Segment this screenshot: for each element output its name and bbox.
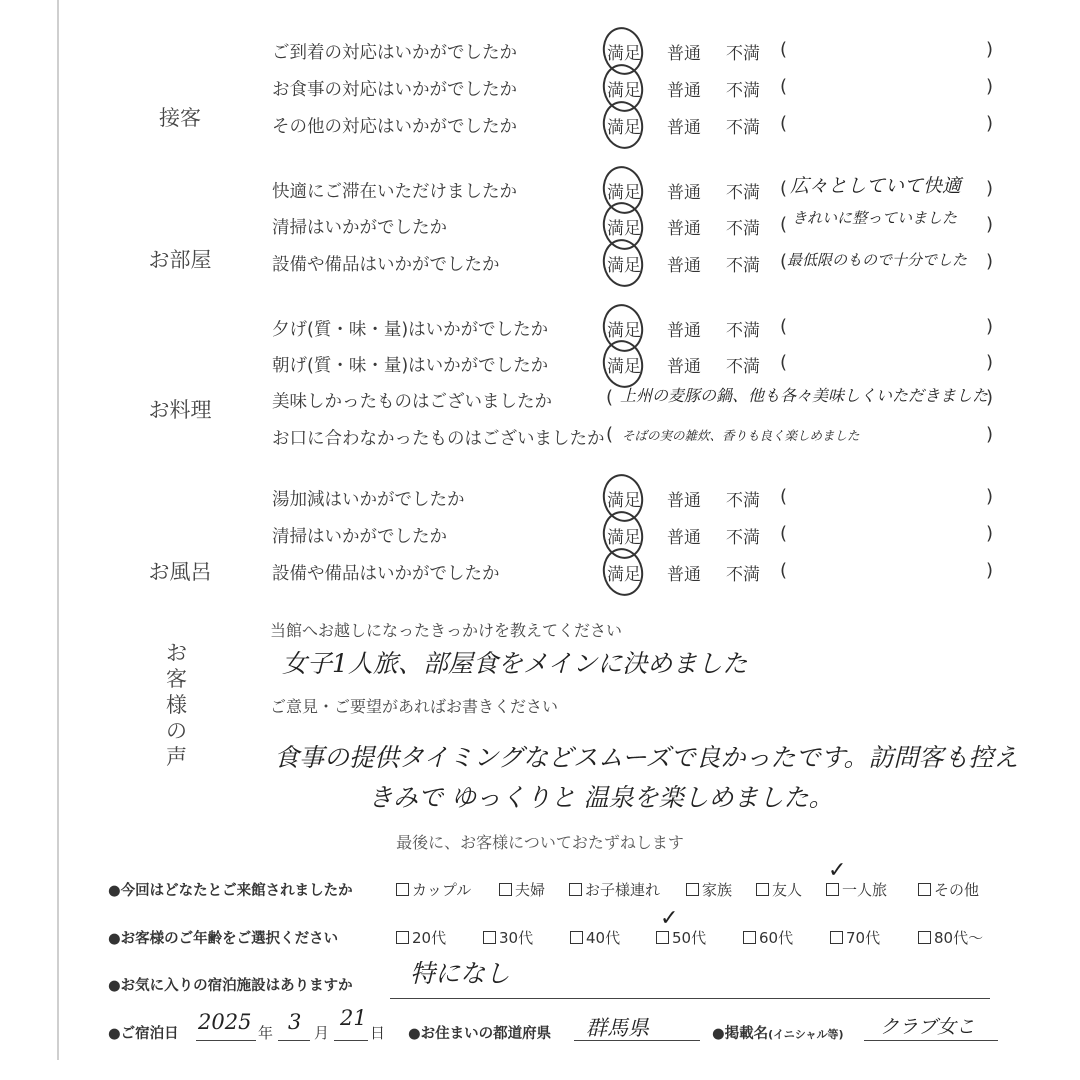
option-satisfied: 満足 <box>607 44 641 64</box>
age-option-label: 70代 <box>846 929 881 947</box>
checkbox-icon[interactable] <box>483 931 496 944</box>
stay-month-unit: 月 <box>314 1024 330 1042</box>
stay-day: 21 <box>340 1006 367 1030</box>
comment-comfort: 広々としていて快適 <box>790 175 962 197</box>
checkbox-icon[interactable] <box>830 931 843 944</box>
checkbox-icon[interactable] <box>743 931 756 944</box>
left-margin-line <box>57 0 59 1060</box>
comment-room-cleaning: きれいに整っていました <box>792 209 958 227</box>
option-satisfied: 満足 <box>607 118 641 138</box>
pen-name-underline <box>864 1040 998 1041</box>
age-option-label: 50代 <box>672 929 707 947</box>
stay-year: 2025 <box>198 1010 252 1034</box>
favorite-answer: 特になし <box>410 959 511 988</box>
option-normal: 普通 <box>667 183 701 203</box>
option-normal: 普通 <box>667 528 701 548</box>
stay-year-underline <box>196 1040 256 1041</box>
paren-open: ( <box>780 352 788 373</box>
paren-open: ( <box>780 251 788 272</box>
paren-close: ) <box>986 486 994 507</box>
companion-option-label: カップル <box>412 881 472 899</box>
age-option[interactable] <box>396 927 446 948</box>
age-option[interactable] <box>830 927 880 948</box>
answer-reason: 女子1人旅、部屋食をメインに決めました <box>282 649 748 678</box>
section-label-reception: 接客 <box>159 106 201 130</box>
voice-label-char-2: 客 <box>166 667 187 691</box>
paren-open-bad: ( <box>606 424 614 445</box>
option-normal: 普通 <box>667 44 701 64</box>
question-other-service: その他の対応はいかがでしたか <box>272 117 517 137</box>
option-dissatisfied: 不満 <box>726 565 760 585</box>
companion-option-label: 一人旅 <box>842 881 888 899</box>
option-normal: 普通 <box>667 118 701 138</box>
option-dissatisfied: 不満 <box>726 357 760 377</box>
paren-close-tasty: ) <box>986 387 994 408</box>
voice-label-char-1: お <box>166 641 187 665</box>
stay-month-underline <box>278 1040 310 1041</box>
paren-close: ) <box>986 251 994 272</box>
closing-text: 最後に、お客様についておたずねします <box>396 833 684 852</box>
paren-close: ) <box>986 352 994 373</box>
companion-option-label: お子様連れ <box>585 881 661 899</box>
checkbox-icon[interactable] <box>570 931 583 944</box>
comment-not-to-taste: そばの実の雑炊、香りも良く楽しめました <box>622 428 860 443</box>
companion-option[interactable] <box>499 879 545 900</box>
option-normal: 普通 <box>667 81 701 101</box>
option-normal: 普通 <box>667 256 701 276</box>
question-dinner: 夕げ(質・味・量)はいかがでしたか <box>272 320 549 340</box>
stay-date-label: ●ご宿泊日 <box>108 1026 179 1042</box>
age-option[interactable] <box>743 927 793 948</box>
companion-option-label: 友人 <box>772 881 803 899</box>
question-not-to-taste: お口に合わなかったものはございましたか <box>272 429 605 449</box>
option-normal: 普通 <box>667 219 701 239</box>
voice-label-char-3: 様 <box>166 693 187 717</box>
option-normal: 普通 <box>667 321 701 341</box>
companion-option[interactable] <box>396 879 471 900</box>
option-satisfied: 満足 <box>607 491 641 511</box>
question-bath-temperature: 湯加減はいかがでしたか <box>272 490 465 510</box>
companion-option[interactable] <box>569 879 660 900</box>
question-breakfast: 朝げ(質・味・量)はいかがでしたか <box>272 356 549 376</box>
age-option[interactable] <box>918 927 983 948</box>
age-option[interactable] <box>483 927 533 948</box>
question-room-facilities: 設備や備品はいかがでしたか <box>272 255 500 275</box>
prompt-reason: 当館へお越しになったきっかけを教えてください <box>270 621 623 640</box>
paren-close: ) <box>986 560 994 581</box>
paren-open: ( <box>780 39 788 60</box>
checkbox-icon[interactable] <box>499 883 512 896</box>
age-label: ●お客様のご年齢をご選択ください <box>108 931 339 947</box>
option-dissatisfied: 不満 <box>726 528 760 548</box>
option-satisfied: 満足 <box>607 565 641 585</box>
paren-close: ) <box>986 178 994 199</box>
comment-tasty: 上州の麦豚の鍋、他も各々美味しくいただきました <box>620 386 989 405</box>
option-satisfied: 満足 <box>607 321 641 341</box>
companion-option[interactable] <box>918 879 979 900</box>
age-option-label: 30代 <box>499 929 534 947</box>
question-tasty: 美味しかったものはございましたか <box>272 392 552 412</box>
option-satisfied: 満足 <box>607 183 641 203</box>
checkbox-icon[interactable] <box>396 883 409 896</box>
option-normal: 普通 <box>667 491 701 511</box>
option-dissatisfied: 不満 <box>726 491 760 511</box>
age-option-label: 40代 <box>586 929 621 947</box>
checkbox-icon[interactable] <box>656 931 669 944</box>
paren-close: ) <box>986 113 994 134</box>
paren-close: ) <box>986 76 994 97</box>
paren-open: ( <box>780 486 788 507</box>
age-check-mark: ✓ <box>660 906 679 931</box>
stay-month: 3 <box>288 1010 302 1034</box>
prefecture-answer: 群馬県 <box>586 1016 649 1040</box>
option-dissatisfied: 不満 <box>726 183 760 203</box>
stay-day-underline <box>334 1040 368 1041</box>
option-dissatisfied: 不満 <box>726 44 760 64</box>
question-bath-facilities: 設備や備品はいかがでしたか <box>272 564 500 584</box>
answer-opinion-line-1: 食事の提供タイミングなどスムーズで良かったです。訪問客も控え <box>274 743 1019 772</box>
prompt-opinion: ご意見・ご要望があればお書きください <box>270 697 559 716</box>
prefecture-label: ●お住まいの都道府県 <box>408 1026 552 1042</box>
paren-close: ) <box>986 523 994 544</box>
selected-rating-circle <box>598 544 647 599</box>
checkbox-icon[interactable] <box>918 883 931 896</box>
paren-open-tasty: ( <box>606 387 614 408</box>
age-option-label: 60代 <box>759 929 794 947</box>
option-normal: 普通 <box>667 565 701 585</box>
age-option[interactable] <box>570 927 620 948</box>
voice-label-char-4: の <box>166 719 187 743</box>
paren-open: ( <box>780 316 788 337</box>
checkbox-icon[interactable] <box>918 931 931 944</box>
paren-open: ( <box>780 560 788 581</box>
question-comfort: 快適にご滞在いただけましたか <box>272 182 517 202</box>
age-option-label: 20代 <box>412 929 447 947</box>
option-dissatisfied: 不満 <box>726 219 760 239</box>
companion-option[interactable] <box>686 879 732 900</box>
favorite-underline <box>390 998 990 999</box>
paren-open: ( <box>780 76 788 97</box>
question-bath-cleaning: 清掃はいかがでしたか <box>272 527 447 547</box>
paren-open: ( <box>780 523 788 544</box>
option-satisfied: 満足 <box>607 357 641 377</box>
option-dissatisfied: 不満 <box>726 81 760 101</box>
checkbox-icon[interactable] <box>686 883 699 896</box>
checkbox-icon[interactable] <box>396 931 409 944</box>
pen-name-answer: クラブ女こ <box>880 1016 976 1038</box>
favorite-label: ●お気に入りの宿泊施設はありますか <box>108 978 353 994</box>
voice-label-char-5: 声 <box>166 745 187 769</box>
option-satisfied: 満足 <box>607 81 641 101</box>
stay-day-unit: 日 <box>370 1024 386 1042</box>
question-room-cleaning: 清掃はいかがでしたか <box>272 218 447 238</box>
section-label-food: お料理 <box>148 398 212 422</box>
companion-option-label: その他 <box>934 881 980 899</box>
selected-rating-circle <box>598 235 647 290</box>
paren-close-bad: ) <box>986 424 994 445</box>
paren-close: ) <box>986 39 994 60</box>
stay-year-unit: 年 <box>258 1024 274 1042</box>
age-option-label: 80代〜 <box>934 929 984 947</box>
paren-open: ( <box>780 214 788 235</box>
companion-option-label: 夫婦 <box>515 881 546 899</box>
prefecture-underline <box>574 1040 700 1041</box>
checkbox-icon[interactable] <box>569 883 582 896</box>
selected-rating-circle <box>598 97 647 152</box>
option-dissatisfied: 不満 <box>726 321 760 341</box>
option-dissatisfied: 不満 <box>726 256 760 276</box>
option-satisfied: 満足 <box>607 256 641 276</box>
checkbox-icon[interactable] <box>826 883 839 896</box>
companion-option[interactable] <box>756 879 802 900</box>
answer-opinion-line-2: きみで ゆっくりと 温泉を楽しめました。 <box>368 783 834 812</box>
pen-name-label: ●掲載名(イニシャル等) <box>712 1026 844 1042</box>
paren-close: ) <box>986 316 994 337</box>
option-dissatisfied: 不満 <box>726 118 760 138</box>
checkbox-icon[interactable] <box>756 883 769 896</box>
paren-open: ( <box>780 178 788 199</box>
companion-option-label: 家族 <box>702 881 733 899</box>
paren-open: ( <box>780 113 788 134</box>
question-arrival: ご到着の対応はいかがでしたか <box>272 43 517 63</box>
question-meal-service: お食事の対応はいかがでしたか <box>272 80 517 100</box>
option-normal: 普通 <box>667 357 701 377</box>
option-satisfied: 満足 <box>607 219 641 239</box>
companion-check-mark: ✓ <box>828 858 847 883</box>
comment-room-facilities: 最低限のもので十分でした <box>787 251 968 269</box>
section-label-bath: お風呂 <box>148 560 212 584</box>
section-label-room: お部屋 <box>148 248 212 272</box>
companion-label: ●今回はどなたとご来館されましたか <box>108 883 353 899</box>
option-satisfied: 満足 <box>607 528 641 548</box>
paren-close: ) <box>986 214 994 235</box>
